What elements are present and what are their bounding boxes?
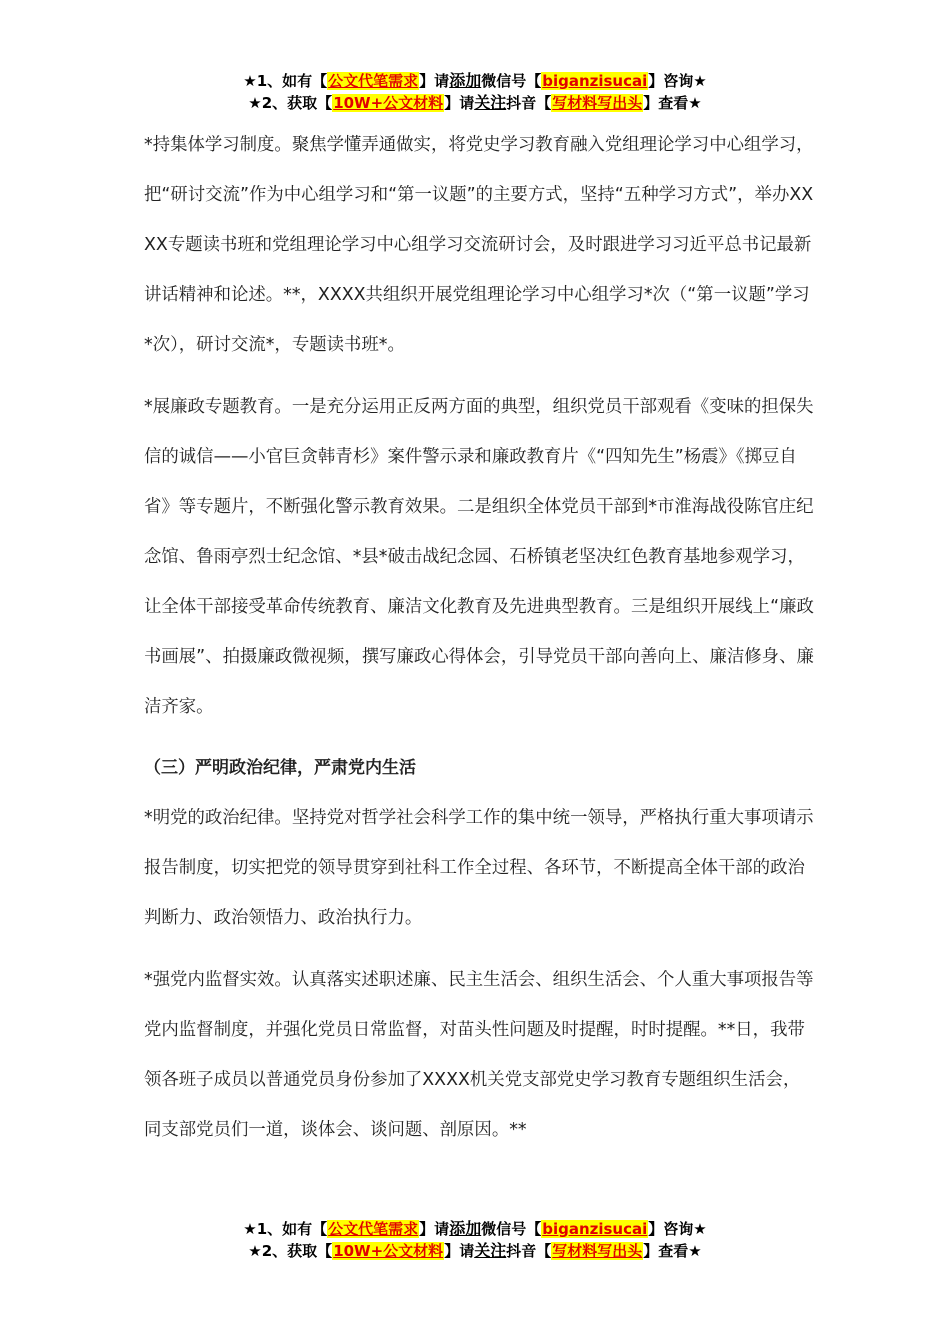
header-banner xyxy=(0,70,950,114)
banner-text: 微信号【 xyxy=(481,1220,542,1238)
banner-line-2 xyxy=(0,92,950,114)
banner-highlight: 10W+公文材料 xyxy=(333,1242,444,1260)
banner-highlight: 公文代笔需求 xyxy=(328,72,419,90)
banner-text: ★2、获取【 xyxy=(248,94,333,112)
banner-highlight: 公文代笔需求 xyxy=(328,1220,419,1238)
banner-line-2 xyxy=(0,1240,950,1262)
section-heading: （三）严明政治纪律，严肃党内生活 xyxy=(144,758,416,778)
banner-text: 抖音【 xyxy=(506,94,552,112)
banner-text: 】咨询★ xyxy=(648,72,707,90)
banner-highlight: biganzisucai xyxy=(542,1220,648,1238)
banner-text: ★2、获取【 xyxy=(248,1242,333,1260)
banner-text: 微信号【 xyxy=(481,72,542,90)
banner-line-1 xyxy=(0,70,950,92)
paragraph-integrity-education: *展廉政专题教育。一是充分运用正反两方面的典型，组织党员干部观看《变味的担保失信的诚信——小官巨贪韩青杉》案件警示录和廉政教育片《“四知先生”杨震》《掷豆自省》等专题片，不断强化警示教育效果。二是组织全体党员干部到*市淮海战役陈官庄纪念馆、鲁雨亭烈士纪念馆、*县*破击战纪念园、石桥镇老坚决红色教育基地参观学习，让全体干部接受革命传统教育、廉洁文化教育及先进典型教育。三是组织开展线上“廉政书画展”、拍摄廉政微视频，撰写廉政心得体会，引导党员干部向善向上、廉洁修身、廉洁齐家。 xyxy=(144,397,814,717)
banner-highlight: 10W+公文材料 xyxy=(333,94,444,112)
banner-highlight: 写材料写出头 xyxy=(552,94,643,112)
paragraph-collective-study: *持集体学习制度。聚焦学懂弄通做实，将党史学习教育融入党组理论学习中心组学习，把“研讨交流”作为中心组学习和“第一议题”的主要方式，坚持“五种学习方式”，举办XXXX专题读书班和党组理论学习中心组学习交流研讨会，及时跟进学习习近平总书记最新讲话精神和论述。**，XXXX共组织开展党组理论学习中心组学习*次（“第一议题”学习*次），研讨交流*，专题读书班*。 xyxy=(144,135,814,355)
banner-text: ★1、如有【 xyxy=(243,72,328,90)
banner-emphasis: 添加 xyxy=(449,1219,482,1238)
banner-text: 】查看★ xyxy=(643,94,702,112)
banner-text: ★1、如有【 xyxy=(243,1220,328,1238)
banner-text: 】请 xyxy=(444,1242,475,1260)
banner-text: 】请 xyxy=(419,72,450,90)
banner-emphasis: 关注 xyxy=(474,1241,507,1260)
banner-text: 】请 xyxy=(444,94,475,112)
banner-text: 】咨询★ xyxy=(648,1220,707,1238)
paragraph-party-supervision: *强党内监督实效。认真落实述职述廉、民主生活会、组织生活会、个人重大事项报告等党内监督制度，并强化党员日常监督，对苗头性问题及时提醒，时时提醒。**日，我带领各班子成员以普通党员身份参加了XXXX机关党支部党史学习教育专题组织生活会，同支部党员们一道，谈体会、谈问题、剖原因。** xyxy=(144,970,814,1140)
banner-line-1 xyxy=(0,1218,950,1240)
banner-text: 】请 xyxy=(419,1220,450,1238)
banner-text: 】查看★ xyxy=(643,1242,702,1260)
banner-highlight: biganzisucai xyxy=(542,72,648,90)
banner-text: 抖音【 xyxy=(506,1242,552,1260)
banner-highlight: 写材料写出头 xyxy=(552,1242,643,1260)
banner-emphasis: 添加 xyxy=(449,71,482,90)
document-body xyxy=(144,120,814,1155)
paragraph-political-discipline: *明党的政治纪律。坚持党对哲学社会科学工作的集中统一领导，严格执行重大事项请示报告制度，切实把党的领导贯穿到社科工作全过程、各环节，不断提高全体干部的政治判断力、政治领悟力、政治执行力。 xyxy=(144,808,814,928)
banner-emphasis: 关注 xyxy=(474,93,507,112)
footer-banner xyxy=(0,1218,950,1262)
